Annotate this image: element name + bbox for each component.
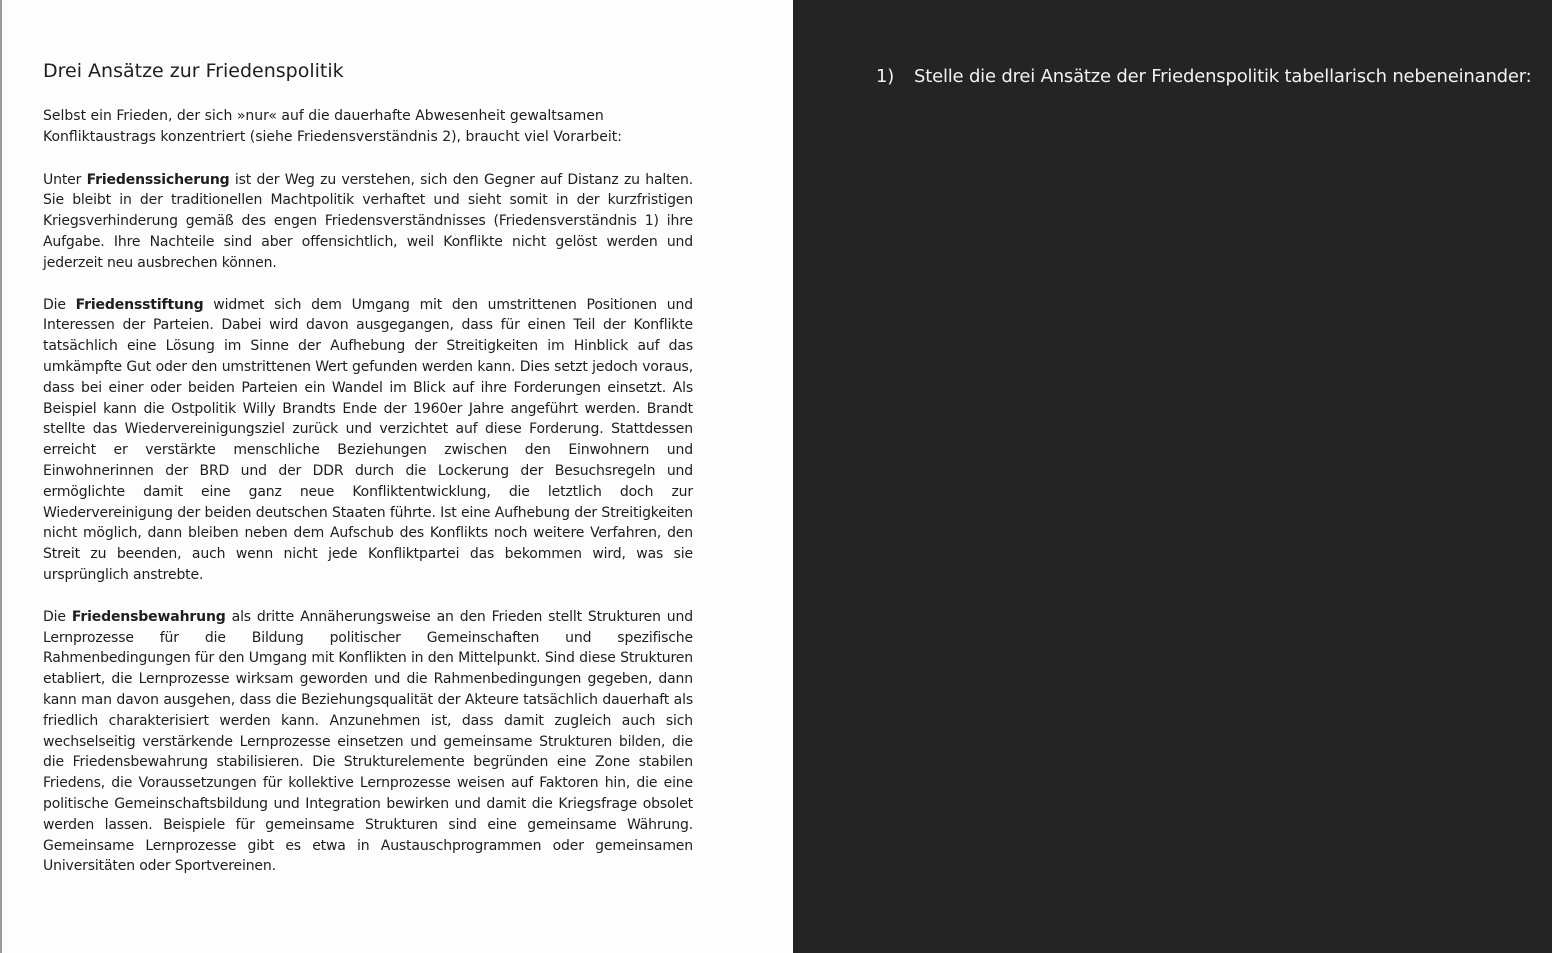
task-number: 1): [876, 66, 895, 87]
document-title: Drei Ansätze zur Friedenspolitik: [43, 60, 344, 82]
paragraph-lead: Die: [43, 296, 66, 313]
intro-paragraph: Selbst ein Frieden, der sich »nur« auf die dauerhafte Abwesenheit gewaltsamen Konfliktaustrags konzentriert (siehe Friedensverständnis 2), braucht viel Vorarbeit:: [43, 108, 622, 145]
term-friedensbewahrung: Friedensbewahrung: [71, 608, 226, 625]
task-panel: [793, 0, 1552, 953]
term-friedenssicherung: Friedenssicherung: [86, 171, 230, 188]
paragraph-text: widmet sich dem Umgang mit den umstrittenen Positionen und Interessen der Parteien. Dabei wird davon ausgegangen, dass für einen Teil der Konflikte tatsächlich eine Lösung im Sinne der Aufhebung der Streitigkeiten im Hinblick auf das umkämpfte Gut oder den umstrittenen Wert gefunden werden kann. Dies setzt jedoch voraus, dass bei einer oder beiden Parteien ein Wandel im Blick auf ihre Forderungen einsetzt. Als Beispiel kann die Ostpolitik Willy Brandts Ende der 1960er Jahre angeführt werden. Brandt stellte das Wiedervereinigungsziel zurück und verzichtet auf diese Forderung. Stattdessen erreicht er verstärkte menschliche Beziehungen zwischen den Einwohnern und Einwohnerinnen der BRD und der DDR durch die Lockerung der Besuchsregeln und ermöglichte damit eine ganz neue Konfliktentwicklung, die letztlich doch zur Wiedervereinigung der beiden deutschen Staaten führte. Ist eine Aufhebung der Streitigkeiten nicht möglich, dann bleiben neben dem Aufschub des Konflikts noch weitere Verfahren, den Streit zu beenden, auch wenn nicht jede Konfliktpartei das bekommen wird, was sie ursprünglich anstrebte.: [43, 296, 693, 583]
paragraph-lead: Die: [43, 608, 66, 625]
paragraph-friedenssicherung: [43, 170, 693, 274]
task-text: Stelle die drei Ansätze der Friedenspolitik tabellarisch nebeneinander:: [914, 66, 1532, 87]
term-friedensstiftung: Friedensstiftung: [75, 296, 204, 313]
task-prompt: [876, 64, 1532, 90]
document-body: [43, 58, 693, 898]
paragraph-friedensbewahrung: [43, 607, 693, 877]
paragraph-text: ist der Weg zu verstehen, sich den Gegner auf Distanz zu halten. Sie bleibt in der traditionellen Machtpolitik verhaftet und sieht somit in der kurzfristigen Kriegsverhinderung gemäß des engen Friedensverständnisses (Friedensverständnis 1) ihre Aufgabe. Ihre Nachteile sind aber offensichtlich, weil Konflikte nicht gelöst werden und jederzeit neu ausbrechen können.: [43, 171, 693, 271]
paragraph-lead: Unter: [43, 171, 82, 188]
paragraph-text: als dritte Annäherungsweise an den Frieden stellt Strukturen und Lernprozesse für die Bildung politischer Gemeinschaften und spezifische Rahmenbedingungen für den Umgang mit Konflikten in den Mittelpunkt. Sind diese Strukturen etabliert, die Lernprozesse wirksam geworden und die Rahmenbedingungen gegeben, dann kann man davon ausgehen, dass die Beziehungsqualität der Akteure tatsächlich dauerhaft als friedlich charakterisiert werden kann. Anzunehmen ist, dass damit zugleich auch sich wechselseitig verstärkende Lernprozesse einsetzen und gemeinsame Strukturen bilden, die die Friedensbewahrung stabilisieren. Die Strukturelemente begründen eine Zone stabilen Friedens, die Voraussetzungen für kollektive Lernprozesse weisen auf Faktoren hin, die eine politische Gemeinschaftsbildung und Integration bewirken und damit die Kriegsfrage obsolet werden lassen. Beispiele für gemeinsame Strukturen sind eine gemeinsame Währung. Gemeinsame Lernprozesse gibt es etwa in Austauschprogrammen oder gemeinsamen Universitäten oder Sportvereinen.: [43, 608, 693, 875]
paragraph-friedensstiftung: [43, 295, 693, 586]
